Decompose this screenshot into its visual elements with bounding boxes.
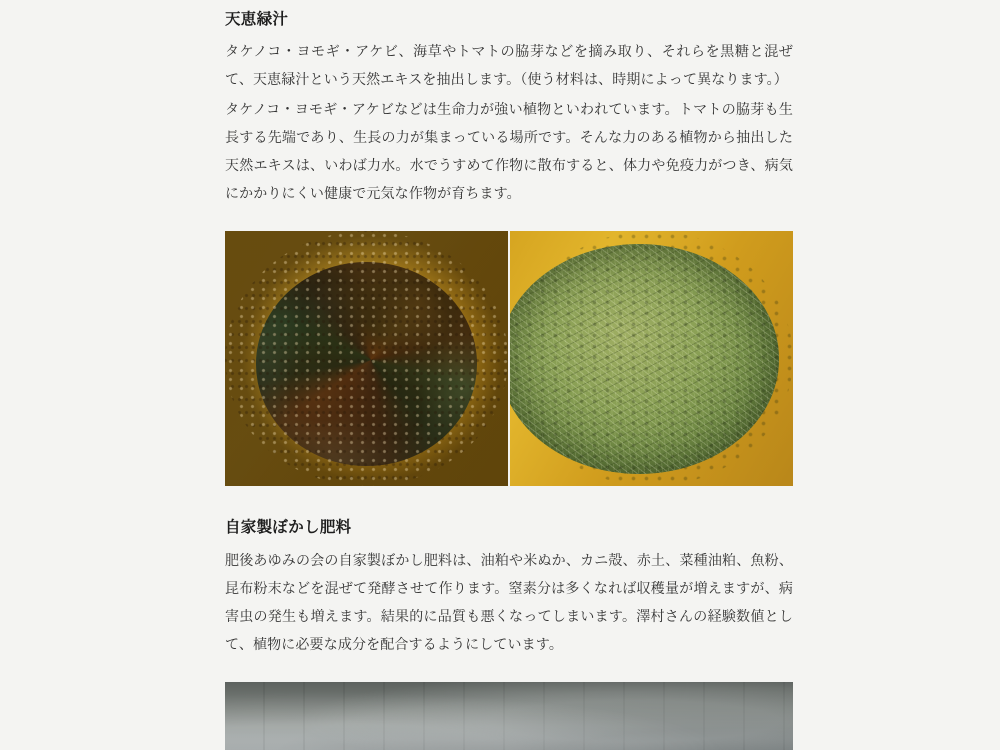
image-row [225, 682, 793, 750]
section-title: 天恵緑汁 [225, 11, 289, 28]
photo-concrete-floor-bokashi-pile [225, 682, 793, 750]
paragraph: タケノコ・ヨモギ・アケビ、海草やトマトの脇芽などを摘み取り、それらを黒糖と混ぜて、天恵緑汁という天然エキスを抽出します。（使う材料は、時期によって異なります。） [225, 43, 793, 88]
spacer [225, 486, 793, 508]
spacer [225, 660, 793, 682]
photo-texture-overlay [225, 231, 508, 486]
photo-texture-overlay [510, 231, 793, 486]
spacer [225, 209, 793, 231]
image-row [225, 231, 793, 486]
paragraph: タケノコ・ヨモギ・アケビなどは生命力が強い植物といわれています。トマトの脇芽も生長する先端であり、生長の力が集まっている場所です。そんな力のある植物から抽出した天然エキスは、いわば力水。水でうすめて作物に散布すると、体力や免疫力がつき、病気にかかりにくい健康で元気な作物が育ちます。 [225, 101, 793, 202]
paragraph: 肥後あゆみの会の自家製ぼかし肥料は、油粕や米ぬか、カニ殻、赤土、菜種油粕、魚粉、昆布粉末などを混ぜて発酵させて作ります。窒素分は多くなれば収穫量が増えますが、病害虫の発生も増えます。結果的に品質も悪くなってしまいます。澤村さんの経験数値として、植物に必要な成分を配合するようにしています。 [225, 551, 793, 652]
photo-background-wall [225, 682, 793, 750]
section-title: 自家製ぼかし肥料 [225, 519, 352, 537]
photo-bucket-green-chopped-grass [510, 231, 793, 486]
section-jikasei-bokashi-hiryou [225, 516, 793, 750]
section-tenkei-ryokujuu [225, 8, 793, 486]
photo-bucket-brown-compost-mix [225, 231, 508, 486]
article-content [225, 0, 793, 750]
